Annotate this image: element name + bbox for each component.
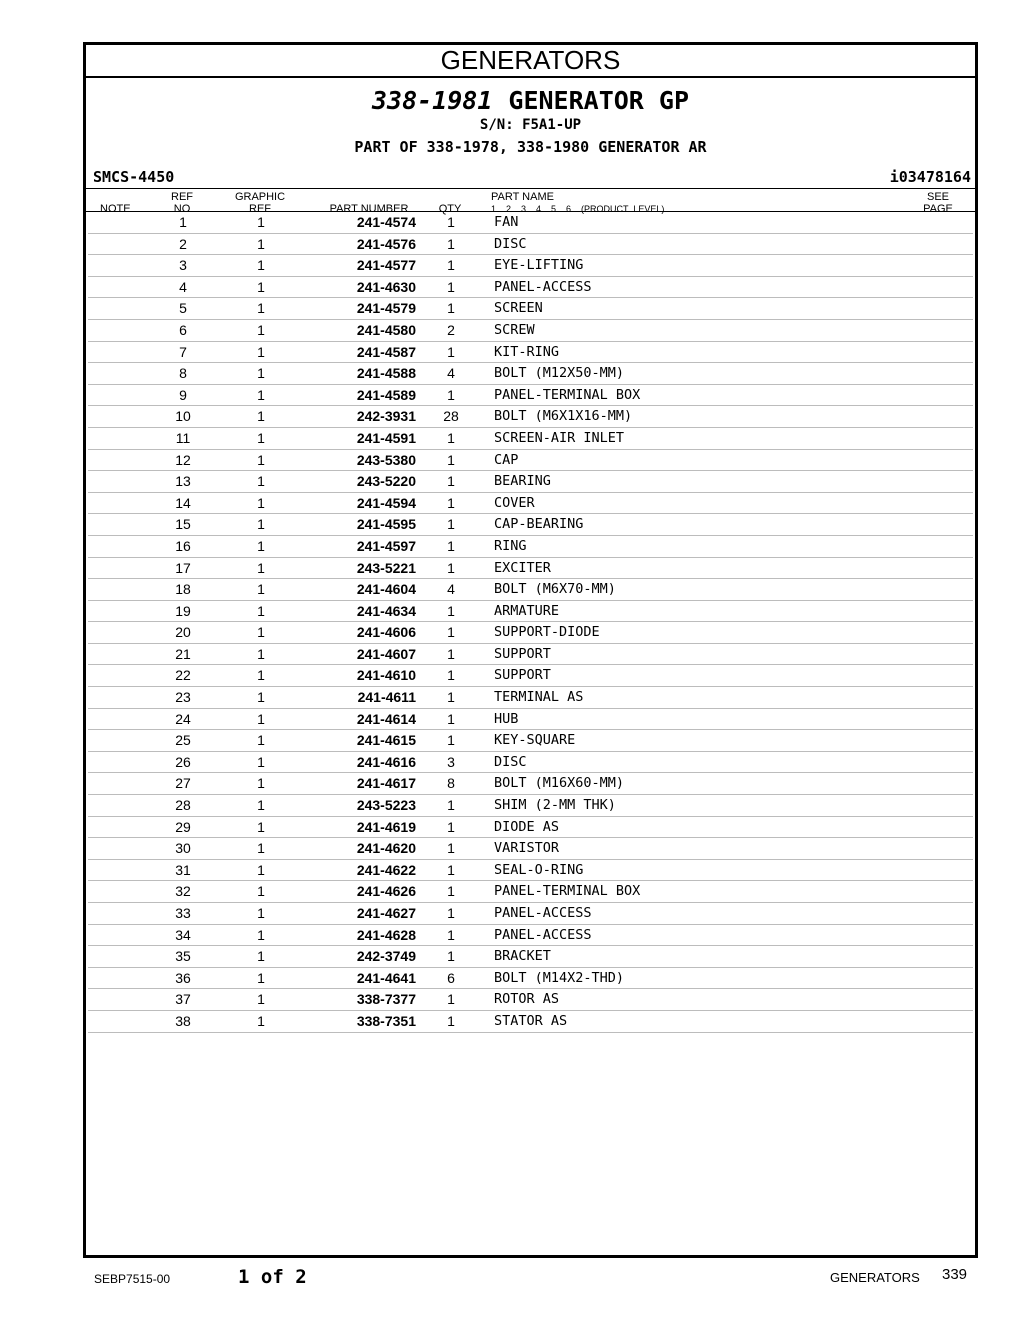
page-number: 339 [942,1266,968,1283]
table-row [88,277,973,299]
ref-no: 33 [175,905,191,921]
group-part-number: 338-1981 [371,86,493,115]
col-part-number: PART NUMBER [329,203,409,215]
part-name: HUB [494,710,519,727]
part-number: 241-4634 [356,602,416,619]
table-row [88,795,973,817]
ref-no: 11 [175,429,191,446]
ref-no: 3 [179,257,187,274]
table-row [88,406,973,428]
graphic-ref: 1 [257,775,265,792]
table-row [88,385,973,407]
quantity: 1 [447,494,455,511]
ref-no: 29 [175,818,191,835]
part-number: 241-4641 [356,969,416,986]
table-row [88,342,973,364]
col-product-levels: 1 2 3 4 5 6 (PRODUCT LEVEL) [491,204,665,214]
part-number: 241-4576 [356,235,416,252]
part-number: 241-4630 [356,278,416,295]
graphic-ref: 1 [257,624,265,641]
part-number: 241-4611 [357,689,416,706]
quantity: 1 [447,797,455,814]
ref-no: 4 [179,278,187,295]
part-name: PANEL-ACCESS [494,926,592,943]
part-number: 241-4589 [356,386,416,403]
table-row [88,881,973,903]
quantity: 28 [443,408,459,425]
col-graphic-bottom: REF [249,203,271,215]
part-number: 241-4591 [356,429,416,446]
part-name: SHIM (2-MM THK) [494,797,616,814]
col-see-top: SEE [926,191,949,203]
part-name: BOLT (M6X1X16-MM) [494,408,633,425]
graphic-ref: 1 [257,667,265,684]
quantity: 1 [447,991,455,1008]
part-number: 241-4620 [356,840,416,857]
table-row [88,298,973,320]
table-row [88,946,973,968]
quantity: 1 [447,667,455,684]
ref-no: 8 [179,365,187,382]
table-row [88,536,973,558]
footer-section: GENERATORS [830,1270,920,1285]
col-graphic-top: GRAPHIC [234,191,286,203]
graphic-ref: 1 [257,494,265,511]
part-name: BOLT (M16X60-MM) [494,775,625,792]
quantity: 4 [447,581,455,598]
quantity: 6 [447,969,455,986]
quantity: 1 [447,343,455,360]
graphic-ref: 1 [257,905,265,921]
part-name: KIT-RING [494,343,560,360]
part-name: EYE-LIFTING [494,257,584,274]
ref-no: 27 [175,775,191,792]
part-name: KEY-SQUARE [494,732,576,749]
ref-no: 5 [179,300,187,317]
graphic-ref: 1 [257,645,265,662]
ref-no: 1 [179,214,187,230]
ref-no: 17 [175,559,191,576]
graphic-ref: 1 [257,321,265,338]
column-header [86,189,975,215]
graphic-ref: 1 [257,969,265,986]
table-row [88,665,973,687]
page-title [86,86,975,116]
quantity: 1 [447,689,455,706]
part-name: BOLT (M12X50-MM) [494,365,625,382]
part-number: 241-4594 [356,494,416,511]
part-name: BEARING [494,473,551,490]
table-row [88,234,973,256]
quantity: 1 [447,473,455,490]
part-number: 241-4617 [356,775,416,792]
part-name: FAN [494,214,519,230]
table-row [88,579,973,601]
graphic-ref: 1 [257,257,265,274]
ref-no: 31 [175,861,191,878]
table-row [88,752,973,774]
ref-no: 36 [175,969,191,986]
part-number: 241-4588 [356,365,416,382]
ref-no: 22 [175,667,191,684]
table-row [88,601,973,623]
part-number: 338-7377 [356,991,416,1008]
ref-no: 15 [175,516,191,533]
part-name: SUPPORT [494,645,551,662]
ref-no: 35 [175,948,191,965]
table-row [88,1011,973,1033]
part-number: 241-4627 [356,905,416,921]
part-name: DIODE AS [494,818,560,835]
quantity: 4 [447,365,455,382]
part-number: 243-5380 [356,451,416,468]
smcs-row [86,168,975,189]
table-row [88,320,973,342]
part-name: SUPPORT [494,667,551,684]
col-ref-top: REF [171,191,193,203]
ref-no: 37 [175,991,191,1008]
title-block [86,86,975,158]
table-row [88,450,973,472]
part-number: 241-4622 [356,861,416,878]
ref-no: 10 [175,408,191,425]
quantity: 1 [447,624,455,641]
graphic-ref: 1 [257,991,265,1008]
page-of: 1 of 2 [238,1266,307,1288]
quantity: 1 [447,537,455,554]
quantity: 8 [447,775,455,792]
part-name: CAP [494,451,519,468]
part-number: 241-4577 [356,257,416,274]
ref-no: 18 [175,581,191,598]
table-row [88,212,973,234]
graphic-ref: 1 [257,926,265,943]
graphic-ref: 1 [257,861,265,878]
document-frame [83,42,978,1258]
graphic-ref: 1 [257,343,265,360]
ref-no: 24 [175,710,191,727]
quantity: 1 [447,732,455,749]
part-name: BRACKET [494,948,551,965]
part-number: 241-4574 [356,214,416,230]
part-name: COVER [494,494,535,511]
quantity: 1 [447,559,455,576]
ref-no: 30 [175,840,191,857]
graphic-ref: 1 [257,1012,265,1029]
part-name: PANEL-TERMINAL BOX [494,883,641,900]
ref-no: 21 [175,645,191,662]
quantity: 1 [447,257,455,274]
quantity: 1 [447,235,455,252]
table-row [88,514,973,536]
part-name: BOLT (M6X70-MM) [494,581,616,598]
graphic-ref: 1 [257,386,265,403]
col-note: NOTE [100,203,131,215]
graphic-ref: 1 [257,278,265,295]
parts-table [86,212,975,1033]
quantity: 1 [447,645,455,662]
serial-range: S/N: F5A1-UP [479,117,582,133]
graphic-ref: 1 [257,429,265,446]
part-number: 241-4628 [356,926,416,943]
part-name: STATOR AS [494,1012,568,1029]
graphic-ref: 1 [257,732,265,749]
smcs-code: SMCS-4450 [93,168,175,186]
part-name: SCREEN [494,300,543,317]
ref-no: 26 [175,753,191,770]
illustration-id: i03478164 [889,168,971,186]
part-name: SCREEN-AIR INLET [494,429,625,446]
table-row [88,817,973,839]
quantity: 1 [447,883,455,900]
graphic-ref: 1 [257,214,265,230]
part-name: CAP-BEARING [494,516,584,533]
graphic-ref: 1 [257,537,265,554]
quantity: 2 [447,321,455,338]
part-number: 241-4597 [356,537,416,554]
graphic-ref: 1 [257,408,265,425]
quantity: 1 [447,429,455,446]
ref-no: 23 [175,689,191,706]
ref-no: 2 [179,235,187,252]
col-qty: QTY [438,203,462,215]
group-name: GENERATOR GP [508,86,690,115]
part-name: PANEL-TERMINAL BOX [494,386,641,403]
ref-no: 7 [179,343,187,360]
table-row [88,428,973,450]
quantity: 1 [447,1012,455,1029]
part-number: 241-4616 [356,753,416,770]
ref-no: 32 [175,883,191,900]
part-number: 241-4587 [356,343,416,360]
part-number: 241-4614 [356,710,416,727]
table-row [88,363,973,385]
ref-no: 25 [175,732,191,749]
ref-no: 38 [175,1012,191,1029]
table-row [88,989,973,1011]
quantity: 1 [447,818,455,835]
quantity: 1 [447,602,455,619]
graphic-ref: 1 [257,451,265,468]
part-name: EXCITER [494,559,551,576]
part-name: SUPPORT-DIODE [494,624,600,641]
table-row [88,644,973,666]
graphic-ref: 1 [257,818,265,835]
part-number: 242-3749 [356,948,416,965]
ref-no: 20 [175,624,191,641]
part-name: SEAL-O-RING [494,861,584,878]
table-row [88,925,973,947]
ref-no: 19 [175,602,191,619]
part-of-line: PART OF 338-1978, 338-1980 GENERATOR AR [354,138,707,156]
table-row [88,773,973,795]
part-name: ARMATURE [494,602,560,619]
graphic-ref: 1 [257,516,265,533]
part-number: 241-4604 [356,581,416,598]
part-number: 241-4595 [356,516,416,533]
document-id: SEBP7515-00 [94,1272,171,1286]
quantity: 1 [447,948,455,965]
table-row [88,903,973,925]
part-number: 241-4580 [356,321,416,338]
graphic-ref: 1 [257,235,265,252]
graphic-ref: 1 [257,365,265,382]
quantity: 1 [447,278,455,295]
quantity: 1 [447,840,455,857]
table-row [88,493,973,515]
quantity: 1 [447,214,455,230]
quantity: 1 [447,926,455,943]
graphic-ref: 1 [257,797,265,814]
graphic-ref: 1 [257,840,265,857]
table-row [88,860,973,882]
part-number: 243-5223 [356,797,416,814]
graphic-ref: 1 [257,710,265,727]
page-footer [0,1262,1020,1292]
part-number: 241-4607 [356,645,416,662]
table-row [88,687,973,709]
table-row [88,968,973,990]
part-number: 241-4615 [356,732,416,749]
graphic-ref: 1 [257,559,265,576]
graphic-ref: 1 [257,883,265,900]
part-name: DISC [494,235,527,252]
graphic-ref: 1 [257,689,265,706]
ref-no: 9 [179,386,187,403]
part-name: PANEL-ACCESS [494,905,592,921]
graphic-ref: 1 [257,753,265,770]
table-row [88,709,973,731]
section-banner: GENERATORS [86,45,975,78]
part-name: DISC [494,753,527,770]
part-name: TERMINAL AS [494,689,584,706]
table-row [88,471,973,493]
part-number: 243-5221 [356,559,416,576]
part-name: RING [494,537,527,554]
part-number: 241-4579 [356,300,416,317]
quantity: 1 [447,386,455,403]
part-name: SCREW [494,321,535,338]
quantity: 1 [447,516,455,533]
ref-no: 16 [175,537,191,554]
part-number: 241-4619 [356,818,416,835]
quantity: 1 [447,710,455,727]
part-number: 243-5220 [356,473,416,490]
part-number: 241-4610 [356,667,416,684]
quantity: 1 [447,861,455,878]
graphic-ref: 1 [257,581,265,598]
ref-no: 13 [175,473,191,490]
quantity: 3 [447,753,455,770]
quantity: 1 [447,905,455,921]
graphic-ref: 1 [257,300,265,317]
ref-no: 34 [175,926,191,943]
col-ref-bottom: NO [173,203,191,215]
part-number: 241-4606 [356,624,416,641]
ref-no: 28 [175,797,191,814]
graphic-ref: 1 [257,602,265,619]
ref-no: 14 [175,494,191,511]
col-see-bottom: PAGE [923,203,953,215]
table-row [88,838,973,860]
table-row [88,622,973,644]
part-name: PANEL-ACCESS [494,278,592,295]
graphic-ref: 1 [257,948,265,965]
col-part-name: PART NAME [491,191,554,203]
ref-no: 6 [179,321,187,338]
quantity: 1 [447,451,455,468]
part-number: 241-4626 [356,883,416,900]
graphic-ref: 1 [257,473,265,490]
table-row [88,730,973,752]
table-row [88,255,973,277]
part-number: 242-3931 [356,408,416,425]
part-name: VARISTOR [494,840,560,857]
quantity: 1 [447,300,455,317]
part-number: 338-7351 [356,1012,416,1029]
table-row [88,558,973,580]
part-name: BOLT (M14X2-THD) [494,969,625,986]
ref-no: 12 [175,451,191,468]
part-name: ROTOR AS [494,991,560,1008]
